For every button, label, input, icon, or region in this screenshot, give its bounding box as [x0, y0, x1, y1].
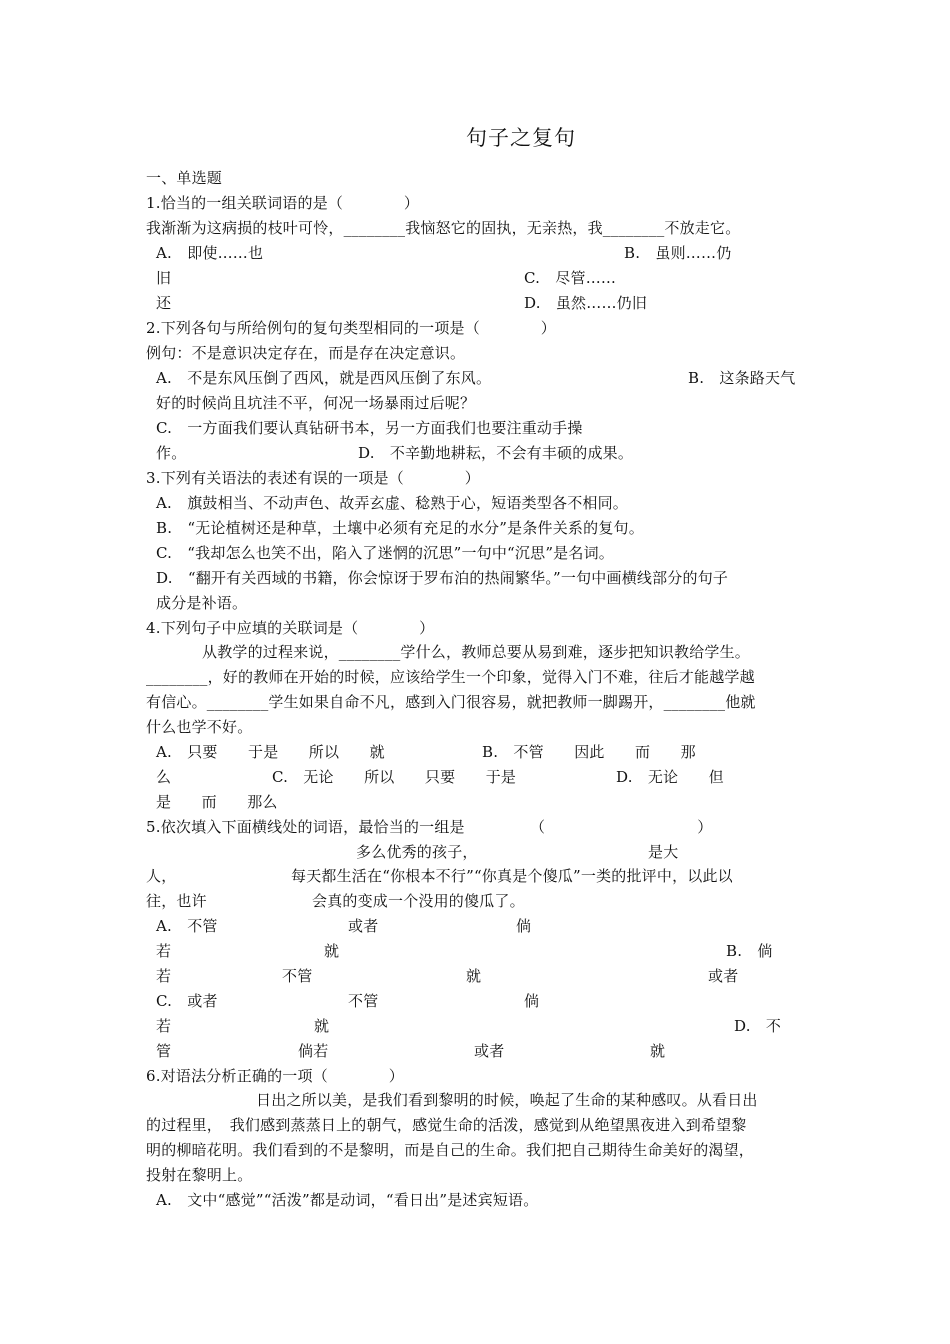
question-1-option-d[interactable]: D. 虽然……仍旧	[524, 294, 648, 312]
question-6-passage-line-3: 明的柳暗花明。我们看到的不是黎明，而是自己的生命。我们把自己期待生命美好的渴望，	[146, 1141, 755, 1159]
question-2-option-a[interactable]: A. 不是东风压倒了西风，就是西风压倒了东风。	[156, 369, 492, 387]
question-1-sentence: 我渐渐为这病损的枝叶可怜，________我恼怒它的固执，无亲热，我________不放走它。	[146, 219, 741, 237]
question-5-option-c-wrap: 就	[314, 1017, 330, 1035]
question-3-option-a[interactable]: A. 旗鼓相当、不动声色、故弄玄虚、稔熟于心，短语类型各不相同。	[156, 494, 629, 512]
question-3-option-d-wrap: 成分是补语。	[156, 594, 248, 612]
question-4-stem: 4.下列句子中应填的关联词是（ ）	[146, 619, 435, 637]
question-6-passage-line-2: 的过程里， 我们感到蒸蒸日上的朝气，感觉生命的活泼，感觉到从绝望黑夜进入到希望黎	[146, 1116, 747, 1134]
question-6-stem: 6.对语法分析正确的一项（ ）	[146, 1067, 404, 1085]
question-5-option-c-part: 倘	[524, 992, 540, 1010]
question-2-option-c[interactable]: C. 一方面我们要认真钻研书本，另一方面我们也要注重动手操	[156, 419, 583, 437]
question-1-option-b-wrap: 旧	[156, 269, 172, 287]
question-5-option-a-wrap: 就	[324, 942, 340, 960]
question-3-option-d[interactable]: D. “翻开有关西域的书籍，你会惊讶于罗布泊的热闹繁华。”一句中画横线部分的句子	[156, 569, 729, 587]
question-3-option-b[interactable]: B. “无论植树还是种草，土壤中必须有充足的水分”是条件关系的复句。	[156, 519, 644, 537]
question-2-stem: 2.下列各句与所给例句的复句类型相同的一项是（ ）	[146, 319, 556, 337]
question-1-option-c[interactable]: C. 尽管……	[524, 269, 617, 287]
question-5-option-b-wrap: 若	[156, 967, 172, 985]
question-3-stem: 3.下列有关语法的表述有误的一项是（ ）	[146, 469, 480, 487]
question-5-option-d-wrap: 或者	[474, 1042, 505, 1060]
question-2-option-b[interactable]: B. 这条路天气	[688, 369, 796, 387]
question-4-option-b[interactable]: B. 不管 因此 而 那	[482, 743, 696, 761]
question-5-option-b-wrap: 不管	[282, 967, 313, 985]
question-4-option-a[interactable]: A. 只要 于是 所以 就	[156, 743, 385, 761]
question-5-passage-3b: 会真的变成一个没用的傻瓜了。	[312, 892, 525, 910]
question-5-option-d-wrap: 就	[650, 1042, 666, 1060]
question-4-passage-line-1: 从教学的过程来说，________学什么，教师总要从易到难，逐步把知识教给学生。	[202, 643, 751, 661]
question-4-option-c[interactable]: C. 无论 所以 只要 于是	[272, 768, 517, 786]
question-5-option-a-wrap: 若	[156, 942, 172, 960]
question-5-option-b-wrap: 或者	[708, 967, 739, 985]
question-5-option-a[interactable]: A. 不管	[156, 917, 218, 935]
question-6-option-a[interactable]: A. 文中“感觉”“活泼”都是动词，“看日出”是述宾短语。	[156, 1191, 539, 1209]
question-1-option-a[interactable]: A. 即使……也	[156, 244, 264, 262]
question-2-example: 例句：不是意识决定存在，而是存在决定意识。	[146, 344, 466, 362]
question-6-passage-line-4: 投射在黎明上。	[146, 1166, 253, 1184]
question-1-option-c-wrap: 还	[156, 294, 172, 312]
question-3-option-c[interactable]: C. “我却怎么也笑不出，陷入了迷惘的沉思”一句中“沉思”是名词。	[156, 544, 614, 562]
question-4-passage-line-4: 什么也学不好。	[146, 718, 253, 736]
question-5-option-d-wrap: 倘若	[298, 1042, 329, 1060]
question-4-passage-line-2: ________，好的教师在开始的时候，应该给学生一个印象，觉得入门不难，往后才能越学越	[146, 668, 755, 686]
question-5-stem-paren: （ ）	[530, 818, 713, 836]
question-4-passage-line-3: 有信心。________学生如果自命不凡，感到入门很容易，就把教师一脚踢开，________他就	[146, 693, 756, 711]
question-1-option-b[interactable]: B. 虽则……仍	[624, 244, 732, 262]
question-2-option-d[interactable]: D. 不辛勤地耕耘，不会有丰硕的成果。	[358, 444, 634, 462]
question-5-option-b[interactable]: B. 倘	[726, 942, 773, 960]
question-2-option-b-wrap: 好的时候尚且坑洼不平，何况一场暴雨过后呢？	[156, 394, 476, 412]
question-4-option-d-wrap: 是 而 那么	[156, 793, 278, 811]
question-6-passage-line-1: 日出之所以美，是我们看到黎明的时候，唤起了生命的某种感叹。从看日出	[256, 1091, 758, 1109]
question-5-passage-2b: 每天都生活在“你根本不行”“你真是个傻瓜”一类的批评中，以此以	[291, 867, 733, 885]
page-title: 句子之复句	[466, 126, 576, 150]
question-5-passage-3a: 往，也许	[146, 892, 207, 910]
question-4-option-b-wrap: 么	[156, 768, 172, 786]
question-5-passage-1a: 多么优秀的孩子，	[356, 843, 478, 861]
question-5-passage-2a: 人，	[146, 867, 177, 885]
question-5-option-c-part: 不管	[348, 992, 379, 1010]
question-5-option-a-part: 倘	[516, 917, 532, 935]
section-heading: 一、单选题	[146, 169, 223, 187]
question-5-stem: 5.依次填入下面横线处的词语，最恰当的一组是	[146, 818, 465, 836]
question-2-option-c-wrap: 作。	[156, 444, 187, 462]
question-5-option-d-wrap: 管	[156, 1042, 172, 1060]
question-1-stem: 1.恰当的一组关联词语的是（ ）	[146, 194, 420, 212]
question-4-option-d[interactable]: D. 无论 但	[616, 768, 724, 786]
question-5-passage-1b: 是大	[648, 843, 679, 861]
question-5-option-a-part: 或者	[348, 917, 379, 935]
question-5-option-d[interactable]: D. 不	[734, 1017, 782, 1035]
question-5-option-c[interactable]: C. 或者	[156, 992, 218, 1010]
question-5-option-b-wrap: 就	[466, 967, 482, 985]
question-5-option-c-wrap: 若	[156, 1017, 172, 1035]
